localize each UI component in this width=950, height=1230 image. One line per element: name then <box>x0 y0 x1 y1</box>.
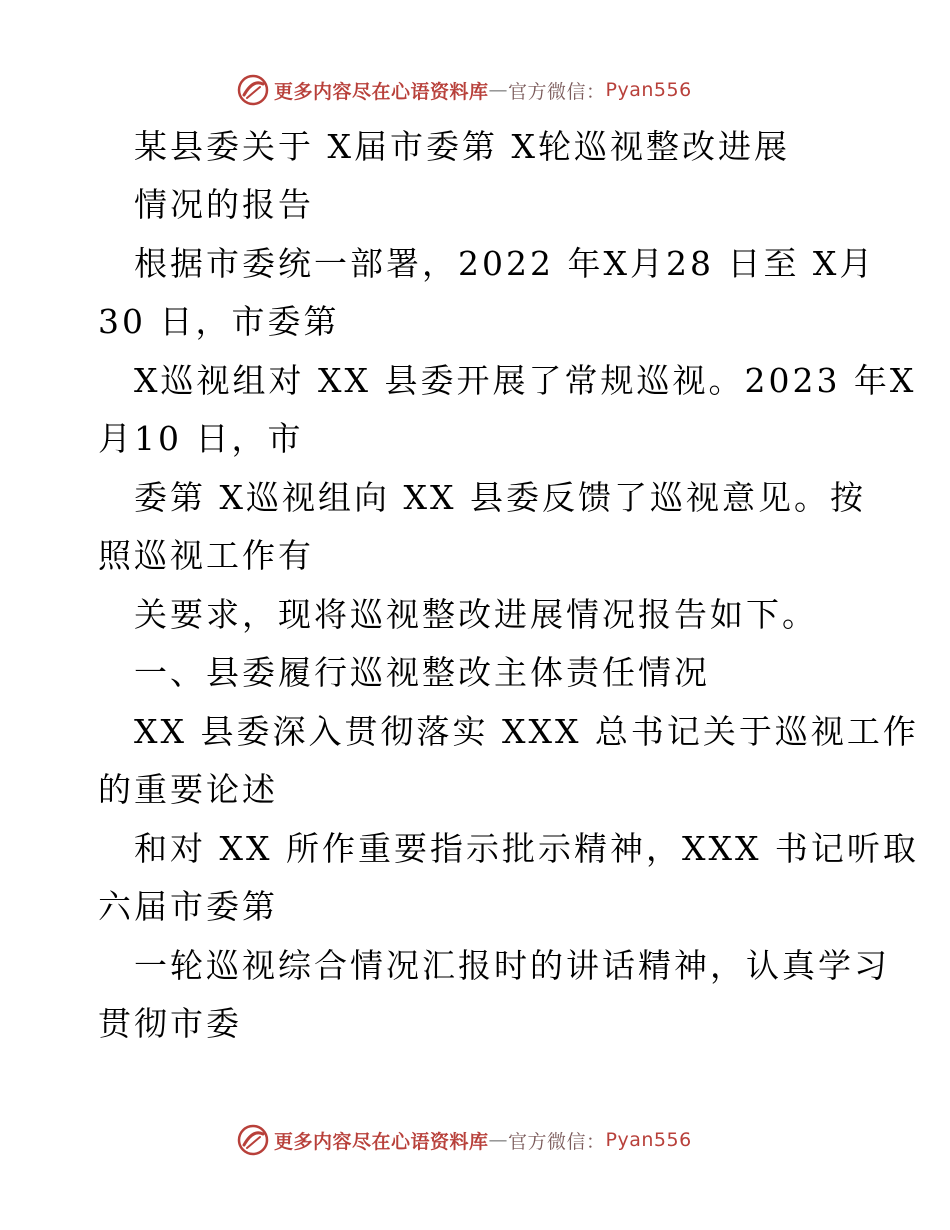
watermark-wechat-label: 官方微信： <box>508 1130 606 1153</box>
header-watermark <box>236 72 692 108</box>
paragraph-line: X巡视组对 XX 县委开展了常规巡视。2023 年X <box>134 361 917 400</box>
paragraph-line: 根据市委统一部署，2022 年X月28 日至 X月 <box>134 244 876 283</box>
logo-icon <box>236 1123 270 1157</box>
paragraph-line: 一轮巡视综合情况汇报时的讲话精神，认真学习 <box>134 946 890 985</box>
watermark-dash: — <box>488 1129 509 1151</box>
paragraph-line: 六届市委第 <box>98 887 278 926</box>
watermark-dash: — <box>488 79 509 101</box>
watermark-wechat-id: Pyan556 <box>605 1129 692 1151</box>
watermark-main-text: 更多内容尽在心语资料库 <box>274 80 489 103</box>
paragraph-line: XX 县委深入贯彻落实 XXX 总书记关于巡视工作 <box>134 712 919 751</box>
paragraph-line: 30 日，市委第 <box>98 302 340 341</box>
title-line-1: 某县委关于 X届市委第 X轮巡视整改进展 <box>134 127 790 166</box>
watermark-main-text: 更多内容尽在心语资料库 <box>274 1130 489 1153</box>
paragraph-line: 照巡视工作有 <box>98 536 314 575</box>
paragraph-line: 贯彻市委 <box>98 1004 242 1043</box>
logo-icon <box>236 73 270 107</box>
watermark-wechat-label: 官方微信： <box>508 80 606 103</box>
paragraph-line: 和对 XX 所作重要指示批示精神，XXX 书记听取 <box>134 829 919 868</box>
title-line-2: 情况的报告 <box>134 185 314 224</box>
watermark-wechat-id: Pyan556 <box>605 79 692 101</box>
paragraph-line: 的重要论述 <box>98 770 278 809</box>
paragraph-line: 关要求，现将巡视整改进展情况报告如下。 <box>134 595 818 634</box>
section-heading: 一、县委履行巡视整改主体责任情况 <box>134 653 710 692</box>
paragraph-line: 月10 日，市 <box>98 419 304 458</box>
paragraph-line: 委第 X巡视组向 XX 县委反馈了巡视意见。按 <box>134 478 866 517</box>
footer-watermark <box>236 1122 692 1158</box>
